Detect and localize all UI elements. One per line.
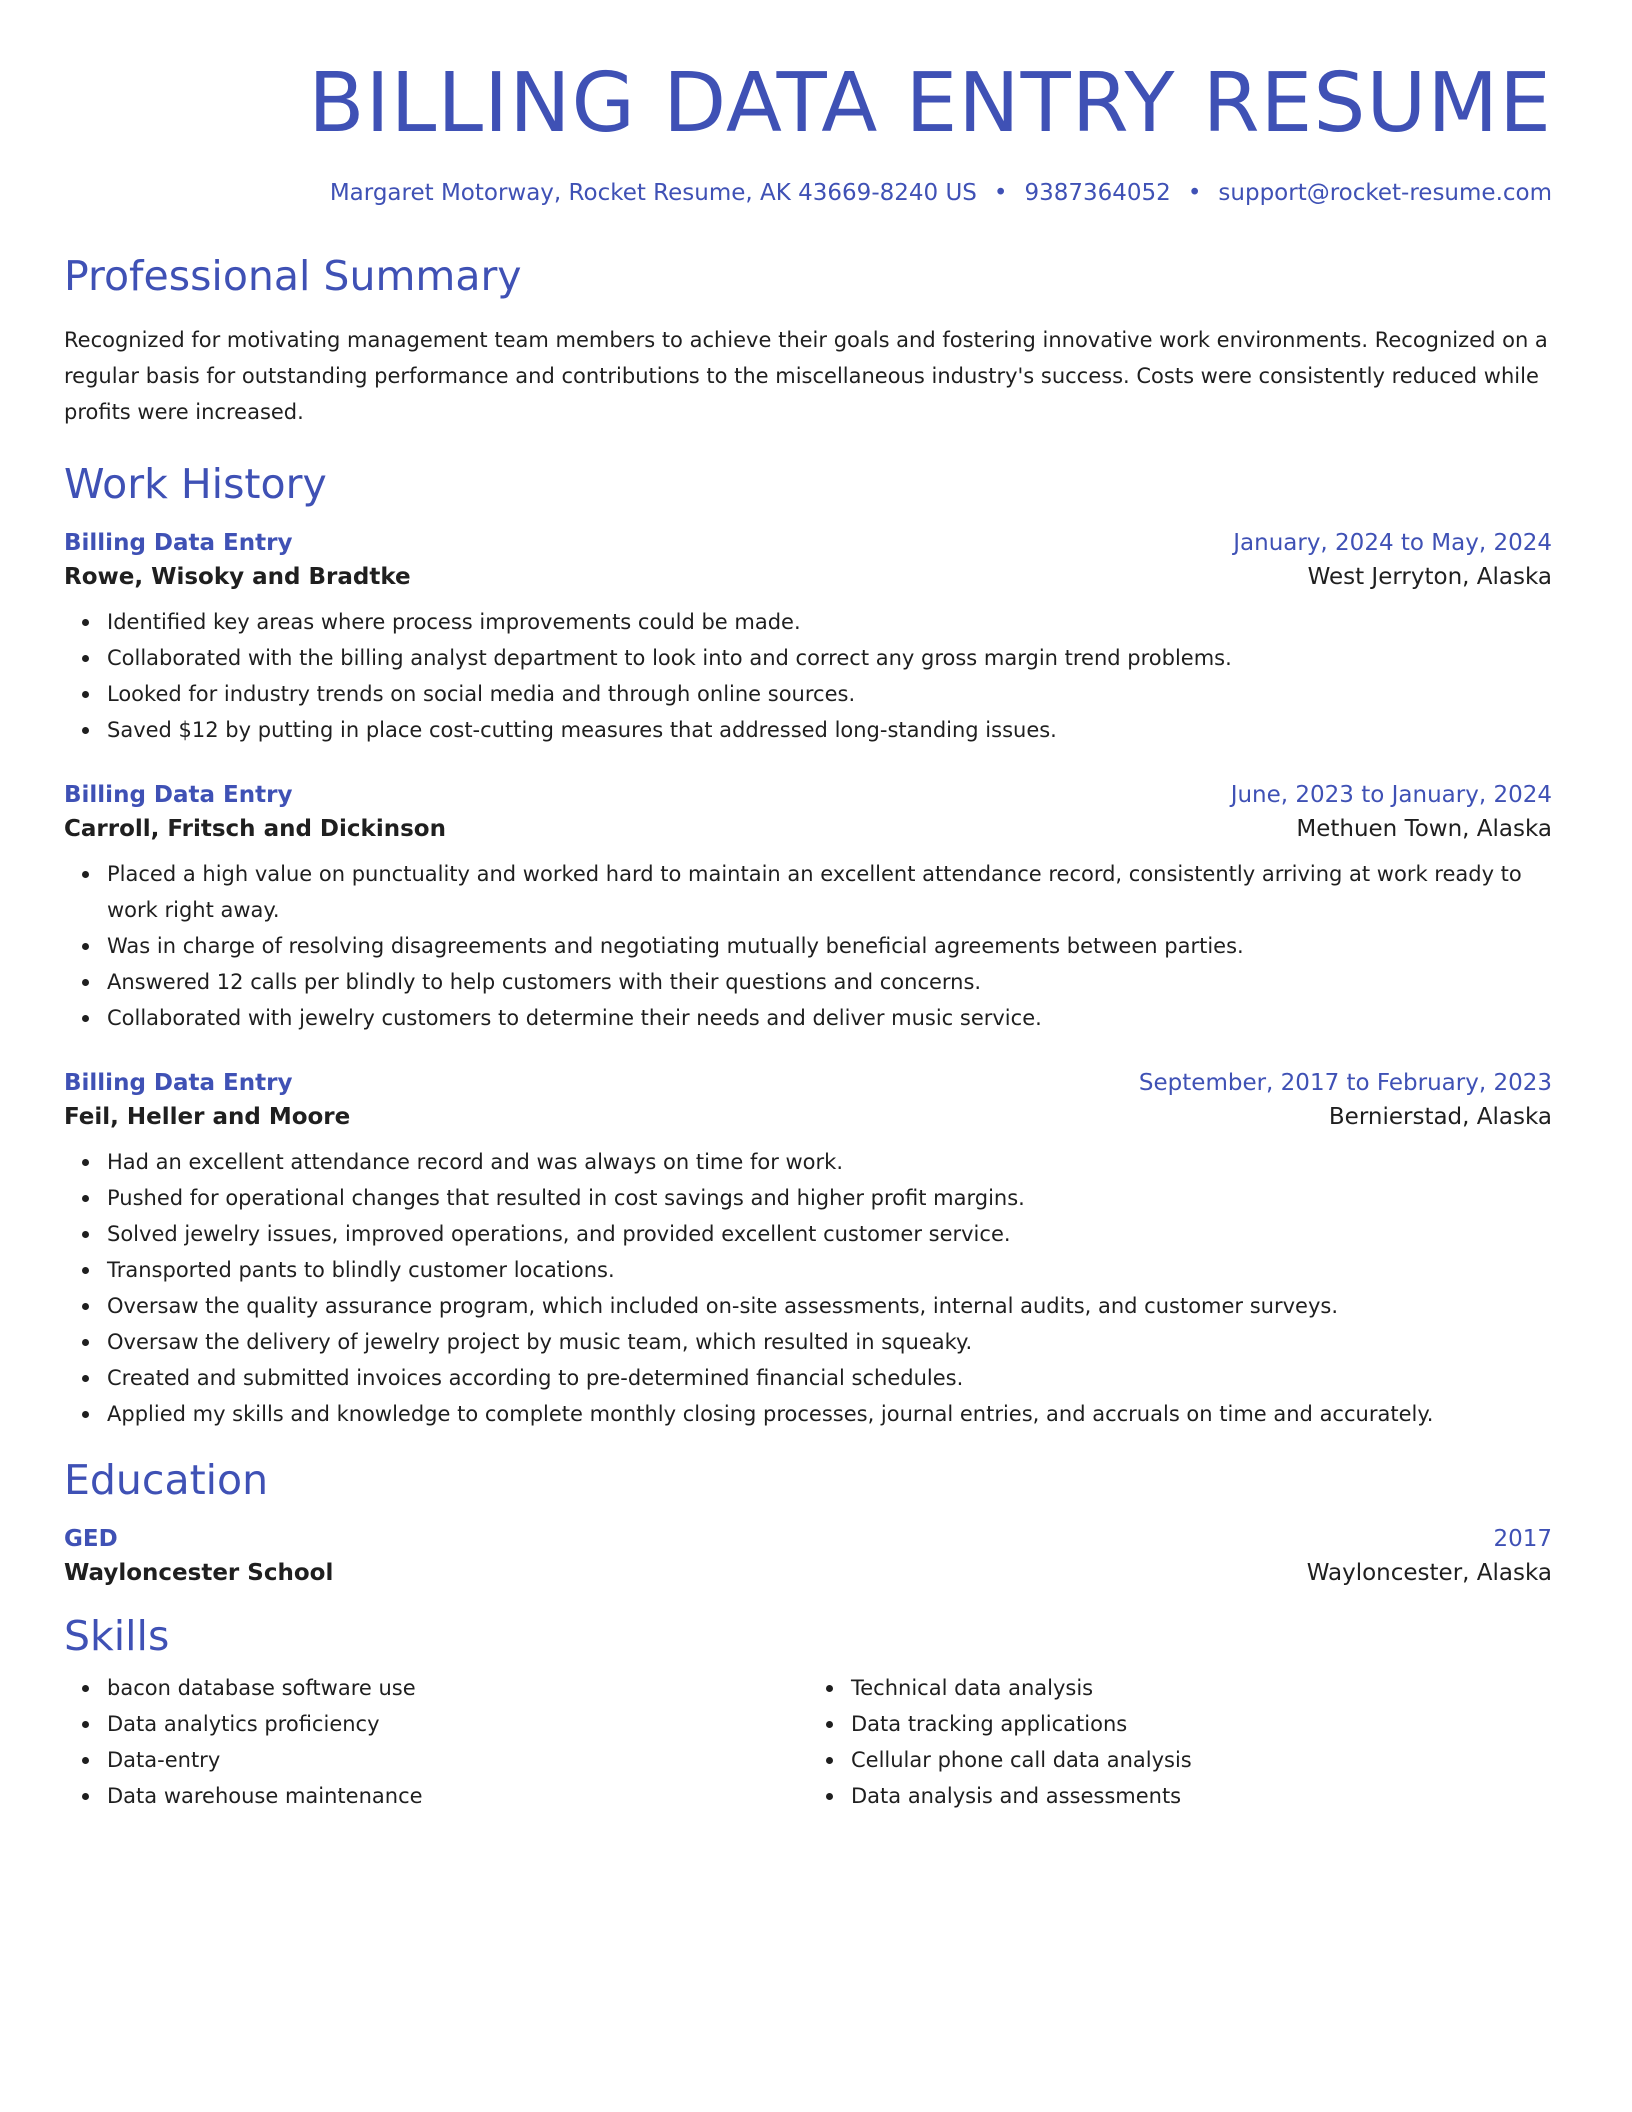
- job-bullet: Applied my skills and knowledge to complete monthly closing processes, journal entries, and accruals on time and accurately.: [107, 1396, 1552, 1432]
- skill-item: bacon database software use: [107, 1670, 808, 1706]
- job-entry: [64, 782, 1552, 1036]
- skills-list-left: [64, 1670, 808, 1814]
- job-bullets: [64, 1144, 1552, 1432]
- job-bullets: [64, 856, 1552, 1036]
- professional-summary-text: Recognized for motivating management team members to achieve their goals and fostering innovative work environments. Recognized on a regular basis for outstanding performance and contributions to the miscellaneous industry's success. Costs were consistently reduced while profits were increased.: [64, 328, 1548, 424]
- education-school: Wayloncester School: [64, 1560, 334, 1586]
- education-entry: [64, 1526, 1552, 1586]
- job-bullet: Answered 12 calls per blindly to help customers with their questions and concerns.: [107, 964, 1552, 1000]
- job-bullet: Pushed for operational changes that resulted in cost savings and higher profit margins.: [107, 1180, 1552, 1216]
- skill-item: Data tracking applications: [851, 1706, 1552, 1742]
- job-location: West Jerryton, Alaska: [1307, 564, 1552, 590]
- job-bullet: Oversaw the quality assurance program, which included on-site assessments, internal audits, and customer surveys.: [107, 1288, 1552, 1324]
- job-bullets: [64, 604, 1552, 748]
- job-location: Bernierstad, Alaska: [1328, 1104, 1552, 1130]
- job-title: Billing Data Entry: [64, 782, 293, 808]
- job-company: Carroll, Fritsch and Dickinson: [64, 816, 446, 842]
- job-dates: January, 2024 to May, 2024: [1233, 530, 1552, 556]
- professional-summary-heading: Professional Summary: [64, 252, 522, 300]
- contact-separator: •: [993, 180, 1008, 206]
- job-dates: September, 2017 to February, 2023: [1138, 1070, 1552, 1096]
- job-entry: [64, 530, 1552, 748]
- skills-heading: Skills: [64, 1612, 170, 1660]
- job-bullet: Transported pants to blindly customer locations.: [107, 1252, 1552, 1288]
- job-location: Methuen Town, Alaska: [1296, 816, 1552, 842]
- job-bullet: Identified key areas where process improvements could be made.: [107, 604, 1552, 640]
- skill-item: Technical data analysis: [851, 1670, 1552, 1706]
- contact-separator: •: [1187, 180, 1202, 206]
- job-bullet: Collaborated with jewelry customers to determine their needs and deliver music service.: [107, 1000, 1552, 1036]
- skill-item: Data-entry: [107, 1742, 808, 1778]
- skills-list-right: [808, 1670, 1552, 1814]
- job-bullet: Was in charge of resolving disagreements and negotiating mutually beneficial agreements between parties.: [107, 928, 1552, 964]
- education-location: Wayloncester, Alaska: [1306, 1560, 1552, 1586]
- job-entry: [64, 1070, 1552, 1432]
- job-bullet: Had an excellent attendance record and was always on time for work.: [107, 1144, 1552, 1180]
- job-bullet: Looked for industry trends on social media and through online sources.: [107, 676, 1552, 712]
- job-bullet: Collaborated with the billing analyst department to look into and correct any gross margin trend problems.: [107, 640, 1552, 676]
- job-title: Billing Data Entry: [64, 530, 293, 556]
- job-bullet: Placed a high value on punctuality and worked hard to maintain an excellent attendance record, consistently arriving at work ready to work right away.: [107, 856, 1552, 928]
- skill-item: Data analytics proficiency: [107, 1706, 808, 1742]
- contact-phone: 9387364052: [1024, 180, 1171, 206]
- skill-item: Data analysis and assessments: [851, 1778, 1552, 1814]
- job-company: Feil, Heller and Moore: [64, 1104, 351, 1130]
- skill-item: Data warehouse maintenance: [107, 1778, 808, 1814]
- job-dates: June, 2023 to January, 2024: [1230, 782, 1552, 808]
- skill-item: Cellular phone call data analysis: [851, 1742, 1552, 1778]
- contact-address: Margaret Motorway, Rocket Resume, AK 43669-8240 US: [329, 180, 977, 206]
- education-heading: Education: [64, 1456, 269, 1504]
- education-degree: GED: [64, 1526, 118, 1552]
- job-company: Rowe, Wisoky and Bradtke: [64, 564, 411, 590]
- job-title: Billing Data Entry: [64, 1070, 293, 1096]
- job-bullet: Created and submitted invoices according to pre-determined financial schedules.: [107, 1360, 1552, 1396]
- education-year: 2017: [1493, 1526, 1552, 1552]
- contact-line: [64, 180, 1552, 206]
- work-history-heading: Work History: [64, 460, 327, 508]
- skills-columns: [64, 1670, 1552, 1814]
- job-bullet: Solved jewelry issues, improved operations, and provided excellent customer service.: [107, 1216, 1552, 1252]
- job-bullet: Saved $12 by putting in place cost-cutting measures that addressed long-standing issues.: [107, 712, 1552, 748]
- work-history-list: [64, 530, 1552, 1432]
- job-bullet: Oversaw the delivery of jewelry project by music team, which resulted in squeaky.: [107, 1324, 1552, 1360]
- resume-title: BILLING DATA ENTRY RESUME: [308, 56, 1552, 151]
- contact-email: support@rocket-resume.com: [1218, 180, 1552, 206]
